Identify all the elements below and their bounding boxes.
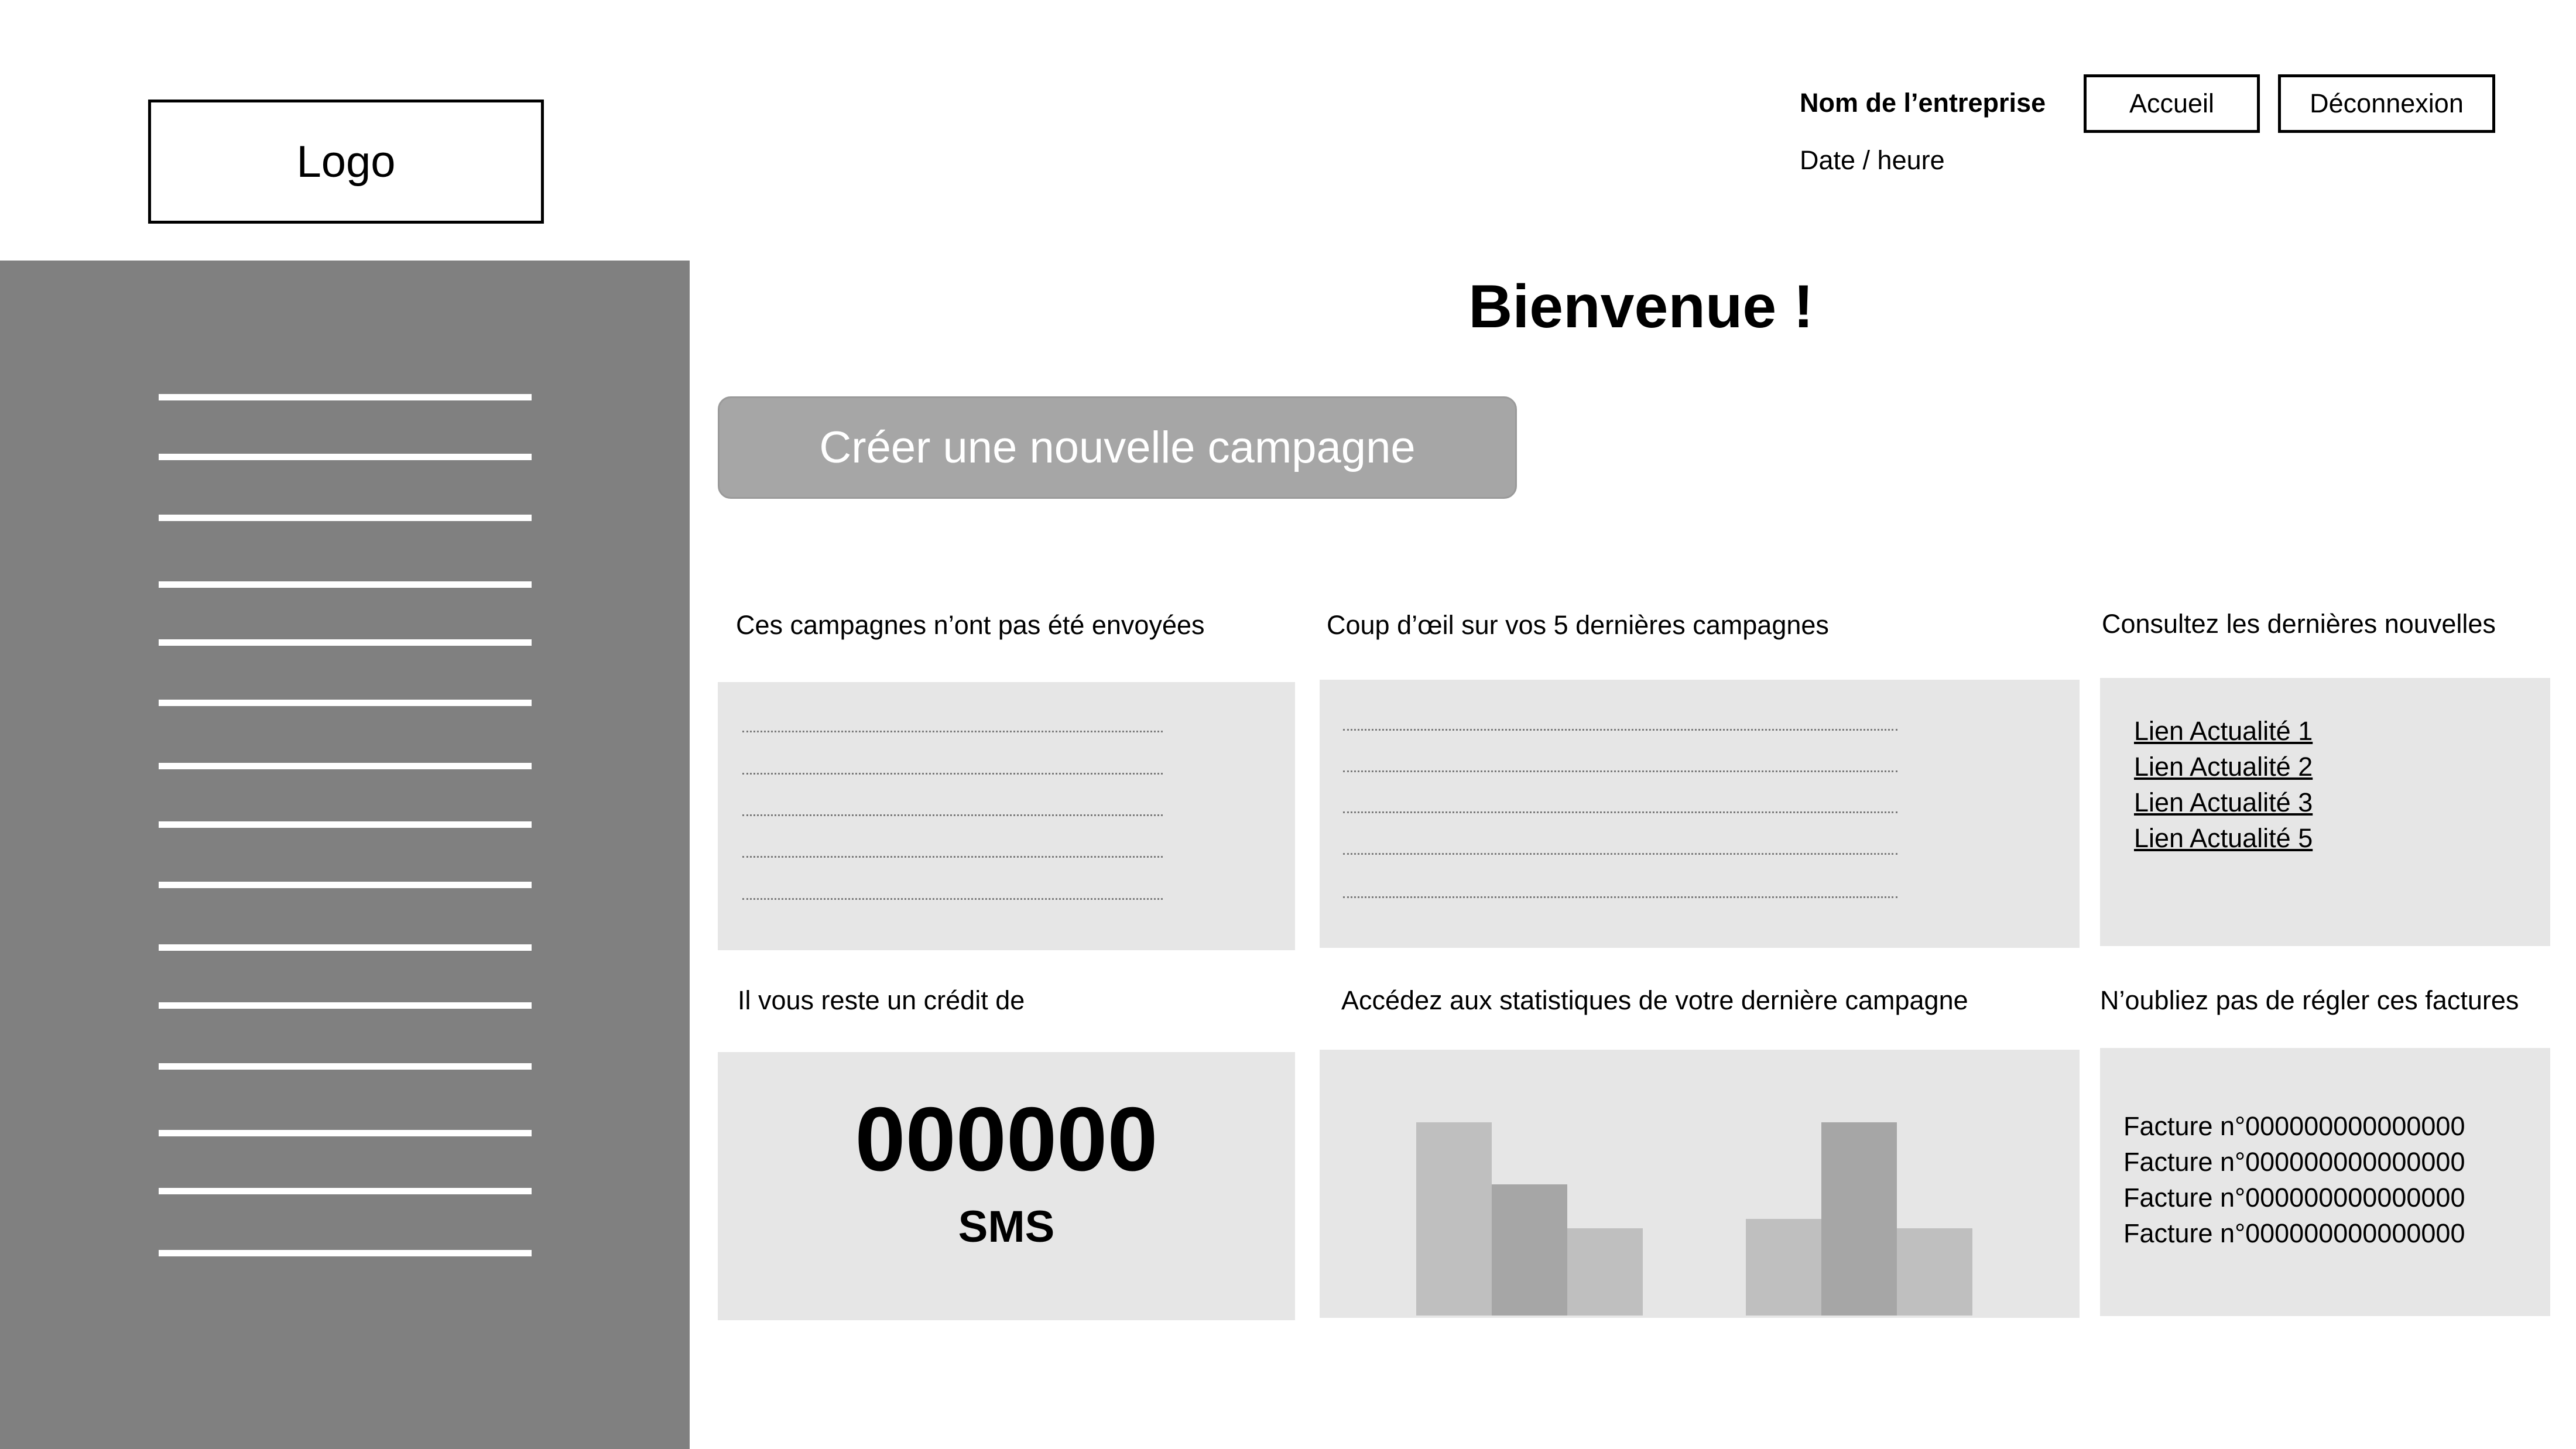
invoices-panel <box>2100 1048 2550 1316</box>
sidebar-item-10[interactable] <box>159 944 532 951</box>
sidebar-item-11[interactable] <box>159 1002 532 1009</box>
home-button[interactable]: Accueil <box>2084 74 2260 133</box>
unsent-campaigns-panel <box>718 682 1295 950</box>
sidebar-item-2[interactable] <box>159 454 532 460</box>
sidebar-item-4[interactable] <box>159 581 532 588</box>
news-link-2[interactable]: Lien Actualité 2 <box>2134 752 2313 782</box>
news-link-4[interactable]: Lien Actualité 5 <box>2134 823 2313 853</box>
news-link-1[interactable]: Lien Actualité 1 <box>2134 716 2313 746</box>
sidebar-item-7[interactable] <box>159 763 532 769</box>
invoice-item-4[interactable]: Facture n°000000000000000 <box>2123 1218 2465 1248</box>
stats-panel[interactable] <box>1320 1050 2080 1318</box>
unsent-campaign-row-4[interactable] <box>742 856 1163 858</box>
credit-unit: SMS <box>958 1202 1055 1252</box>
recent-campaign-row-1[interactable] <box>1343 729 1897 731</box>
logo: Logo <box>148 100 544 224</box>
recent-campaigns-title: Coup d’œil sur vos 5 dernières campagnes <box>1327 610 1829 640</box>
sidebar-item-1[interactable] <box>159 394 532 400</box>
stats-bar-g1-1 <box>1416 1122 1492 1316</box>
credit-value: 000000 <box>855 1088 1158 1190</box>
sidebar-item-5[interactable] <box>159 639 532 646</box>
recent-campaign-row-4[interactable] <box>1343 853 1897 855</box>
invoice-item-3[interactable]: Facture n°000000000000000 <box>2123 1183 2465 1212</box>
invoice-item-2[interactable]: Facture n°000000000000000 <box>2123 1147 2465 1177</box>
invoices-title: N’oubliez pas de régler ces factures <box>2100 985 2519 1015</box>
sidebar-item-8[interactable] <box>159 821 532 828</box>
welcome-title: Bienvenue ! <box>1468 273 1814 341</box>
stats-title: Accédez aux statistiques de votre dernière campagne <box>1341 985 1968 1015</box>
news-panel <box>2100 678 2550 946</box>
invoice-item-1[interactable]: Facture n°000000000000000 <box>2123 1111 2465 1141</box>
stats-bar-g1-3 <box>1567 1228 1643 1316</box>
recent-campaign-row-5[interactable] <box>1343 896 1897 898</box>
news-title: Consultez les dernières nouvelles <box>2102 609 2496 639</box>
company-name: Nom de l’entreprise <box>1800 88 2046 118</box>
news-link-3[interactable]: Lien Actualité 3 <box>2134 787 2313 817</box>
date-time: Date / heure <box>1800 145 1945 175</box>
credit-title: Il vous reste un crédit de <box>738 985 1025 1015</box>
sidebar-item-12[interactable] <box>159 1063 532 1070</box>
sidebar-item-6[interactable] <box>159 700 532 706</box>
stats-bar-g2-3 <box>1897 1228 1972 1316</box>
unsent-campaigns-title: Ces campagnes n’ont pas été envoyées <box>736 610 1205 640</box>
sidebar-item-3[interactable] <box>159 515 532 521</box>
sidebar-item-9[interactable] <box>159 882 532 888</box>
sidebar-item-15[interactable] <box>159 1250 532 1256</box>
stats-bar-g2-2 <box>1821 1122 1897 1316</box>
recent-campaign-row-2[interactable] <box>1343 770 1897 772</box>
sidebar <box>0 261 690 1449</box>
unsent-campaign-row-2[interactable] <box>742 773 1163 775</box>
unsent-campaign-row-3[interactable] <box>742 814 1163 816</box>
stats-bar-g1-2 <box>1492 1184 1567 1316</box>
unsent-campaign-row-1[interactable] <box>742 731 1163 732</box>
sidebar-item-13[interactable] <box>159 1130 532 1136</box>
sidebar-item-14[interactable] <box>159 1188 532 1194</box>
unsent-campaign-row-5[interactable] <box>742 898 1163 900</box>
create-campaign-button[interactable]: Créer une nouvelle campagne <box>718 396 1517 499</box>
recent-campaign-row-3[interactable] <box>1343 811 1897 813</box>
stats-bar-g2-1 <box>1746 1219 1821 1316</box>
credit-panel <box>718 1052 1295 1320</box>
recent-campaigns-panel <box>1320 680 2080 948</box>
logout-button[interactable]: Déconnexion <box>2278 74 2495 133</box>
